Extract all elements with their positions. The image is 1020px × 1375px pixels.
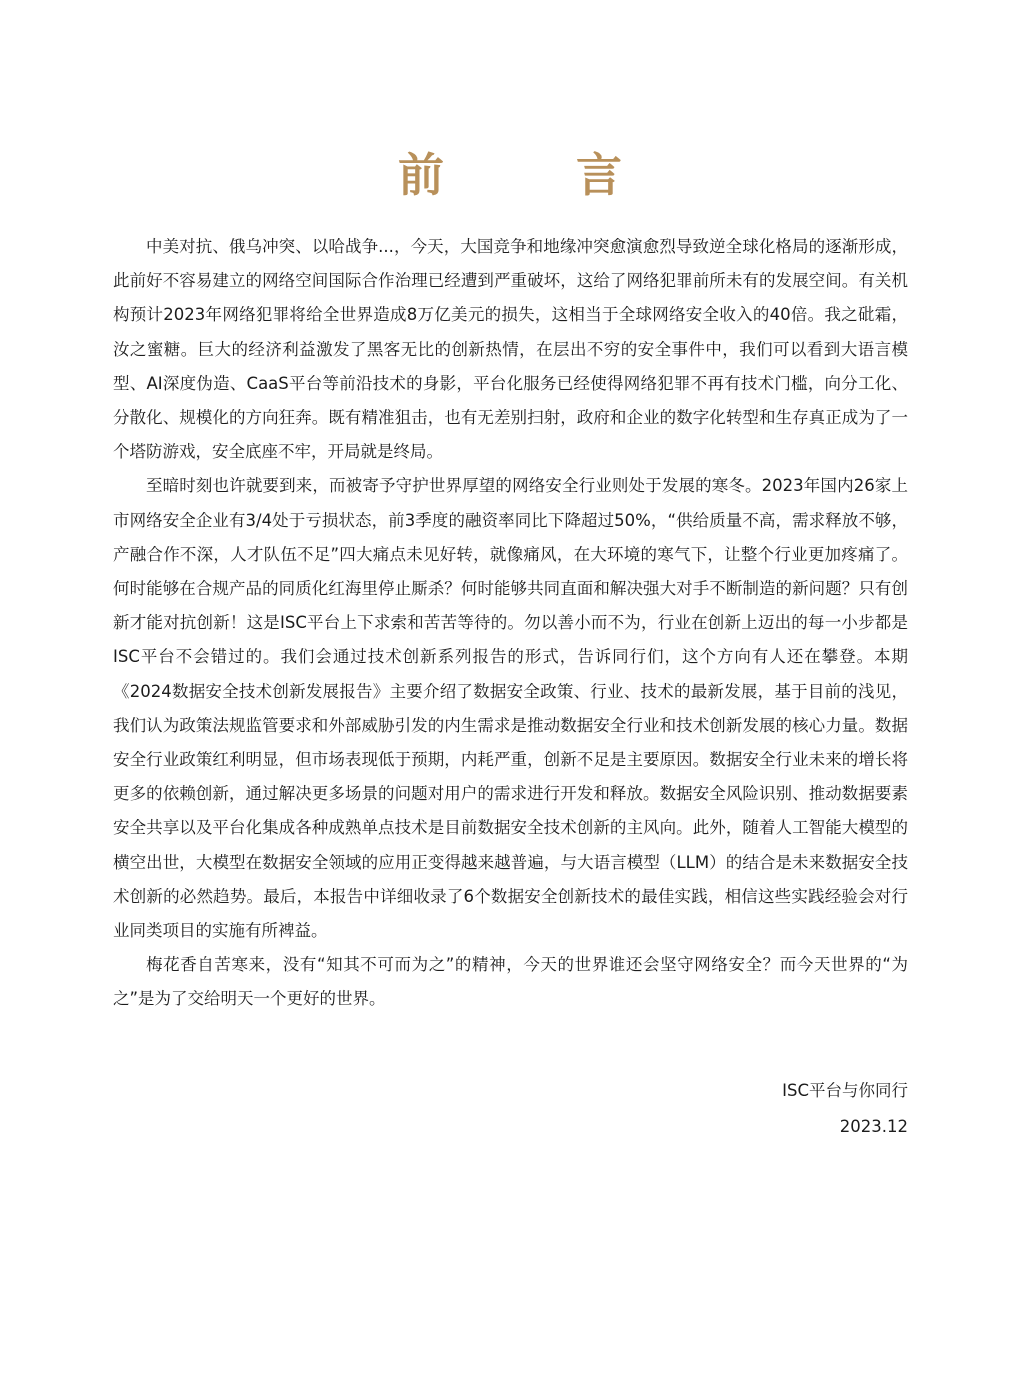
paragraph-1: 中美对抗、俄乌冲突、以哈战争...，今天，大国竞争和地缘冲突愈演愈烈导致逆全球化格局的逐渐形成，此前好不容易建立的网络空间国际合作治理已经遭到严重破坏，这给了网络犯罪前所未有的发展空间。有关机构预计2023年网络犯罪将给全世界造成8万亿美元的损失，这相当于全球网络安全收入的40倍。我之砒霜，汝之蜜糖。巨大的经济利益激发了黑客无比的创新热情，在层出不穷的安全事件中，我们可以看到大语言模型、AI深度伪造、CaaS平台等前沿技术的身影，平台化服务已经使得网络犯罪不再有技术门槛，向分工化、分散化、规模化的方向狂奔。既有精准狙击，也有无差别扫射，政府和企业的数字化转型和生存真正成为了一个塔防游戏，安全底座不牢，开局就是终局。 bbox=[113, 237, 908, 462]
page-title: 前 言 bbox=[397, 148, 680, 202]
paragraph-2: 至暗时刻也许就要到来，而被寄予守护世界厚望的网络安全行业则处于发展的寒冬。2023年国内26家上市网络安全企业有3/4处于亏损状态，前3季度的融资率同比下降超过50%，“供给质量不高，需求释放不够，产融合作不深，人才队伍不足”四大痛点未见好转，就像痛风，在大环境的寒气下，让整个行业更加疼痛了。何时能够在合规产品的同质化红海里停止厮杀？何时能够共同直面和解决强大对手不断制造的新问题？只有创新才能对抗创新！这是ISC平台上下求索和苦苦等待的。勿以善小而不为，行业在创新上迈出的每一小步都是ISC平台不会错过的。我们会通过技术创新系列报告的形式，告诉同行们，这个方向有人还在攀登。本期《2024数据安全技术创新发展报告》主要介绍了数据安全政策、行业、技术的最新发展，基于目前的浅见，我们认为政策法规监管要求和外部威胁引发的内生需求是推动数据安全行业和技术创新发展的核心力量。数据安全行业政策红利明显，但市场表现低于预期，内耗严重，创新不足是主要原因。数据安全行业未来的增长将更多的依赖创新，通过解决更多场景的问题对用户的需求进行开发和释放。数据安全风险识别、推动数据要素安全共享以及平台化集成各种成熟单点技术是目前数据安全技术创新的主风向。此外，随着人工智能大模型的横空出世，大模型在数据安全领域的应用正变得越来越普遍，与大语言模型（LLM）的结合是未来数据安全技术创新的必然趋势。最后，本报告中详细收录了6个数据安全创新技术的最佳实践，相信这些实践经验会对行业同类项目的实施有所裨益。 bbox=[113, 476, 908, 941]
paragraph-3: 梅花香自苦寒来，没有“知其不可而为之”的精神，今天的世界谁还会坚守网络安全？而今天世界的“为之”是为了交给明天一个更好的世界。 bbox=[113, 955, 908, 1009]
signature-date: 2023.12 bbox=[839, 1117, 908, 1136]
preface-body bbox=[113, 230, 908, 1017]
signature-org: ISC平台与你同行 bbox=[782, 1081, 908, 1100]
